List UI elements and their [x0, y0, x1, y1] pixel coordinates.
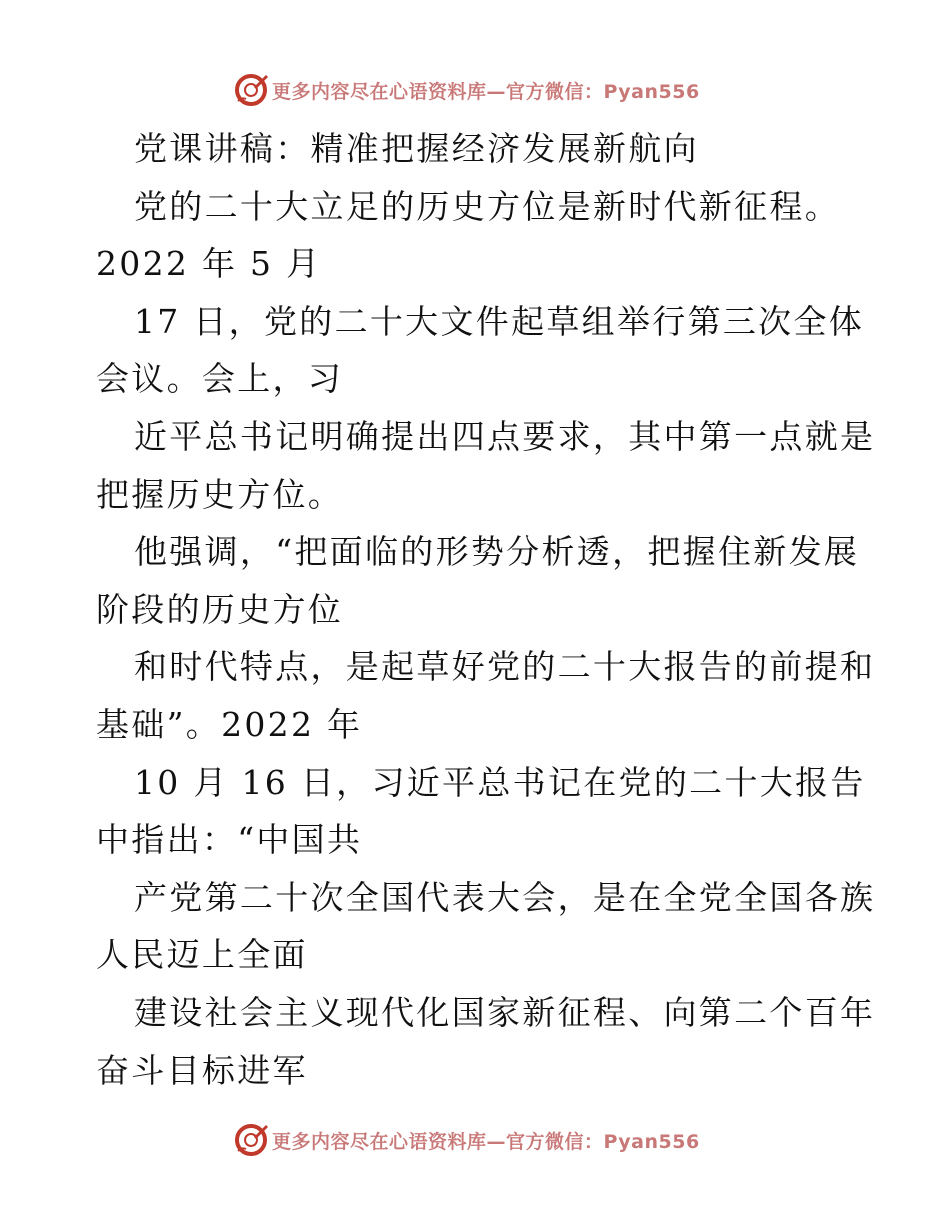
text-line: 把握历史方位。	[96, 474, 344, 514]
text-line: 建设社会主义现代化国家新征程、向第二个百年	[134, 992, 876, 1032]
text-line: 近平总书记明确提出四点要求，其中第一点就是	[134, 416, 876, 456]
text-line: 人民迈上全面	[96, 935, 308, 975]
footer-watermark-text: 更多内容尽在心语资料库—官方微信：Pyan556	[272, 1130, 700, 1153]
text-line: 17 日，党的二十大文件起草组举行第三次全体	[134, 301, 865, 341]
text-line: 基础”。2022 年	[96, 704, 363, 744]
text-line: 党课讲稿：精准把握经济发展新航向	[134, 129, 699, 168]
red-circle-pen-logo-icon	[232, 71, 270, 109]
document-body	[96, 120, 876, 1099]
footer-watermark	[232, 1120, 752, 1160]
header-watermark	[232, 70, 752, 110]
text-line: 他强调，“把面临的形势分析透，把握住新发展	[134, 532, 860, 572]
text-line: 10 月 16 日，习近平总书记在党的二十大报告	[134, 762, 866, 802]
red-circle-pen-logo-icon	[232, 1121, 270, 1159]
text-line: 2022 年 5 月	[96, 244, 322, 284]
text-line: 产党第二十次全国代表大会，是在全党全国各族	[134, 877, 876, 917]
text-line: 中指出：“中国共	[96, 820, 363, 860]
header-watermark-text: 更多内容尽在心语资料库—官方微信：Pyan556	[272, 80, 700, 103]
text-line: 会议。会上，习	[96, 359, 344, 399]
text-line: 党的二十大立足的历史方位是新时代新征程。	[134, 186, 840, 226]
text-line: 阶段的历史方位	[96, 589, 344, 629]
text-line: 和时代特点，是起草好党的二十大报告的前提和	[134, 647, 876, 687]
text-line: 奋斗目标进军	[96, 1050, 308, 1090]
